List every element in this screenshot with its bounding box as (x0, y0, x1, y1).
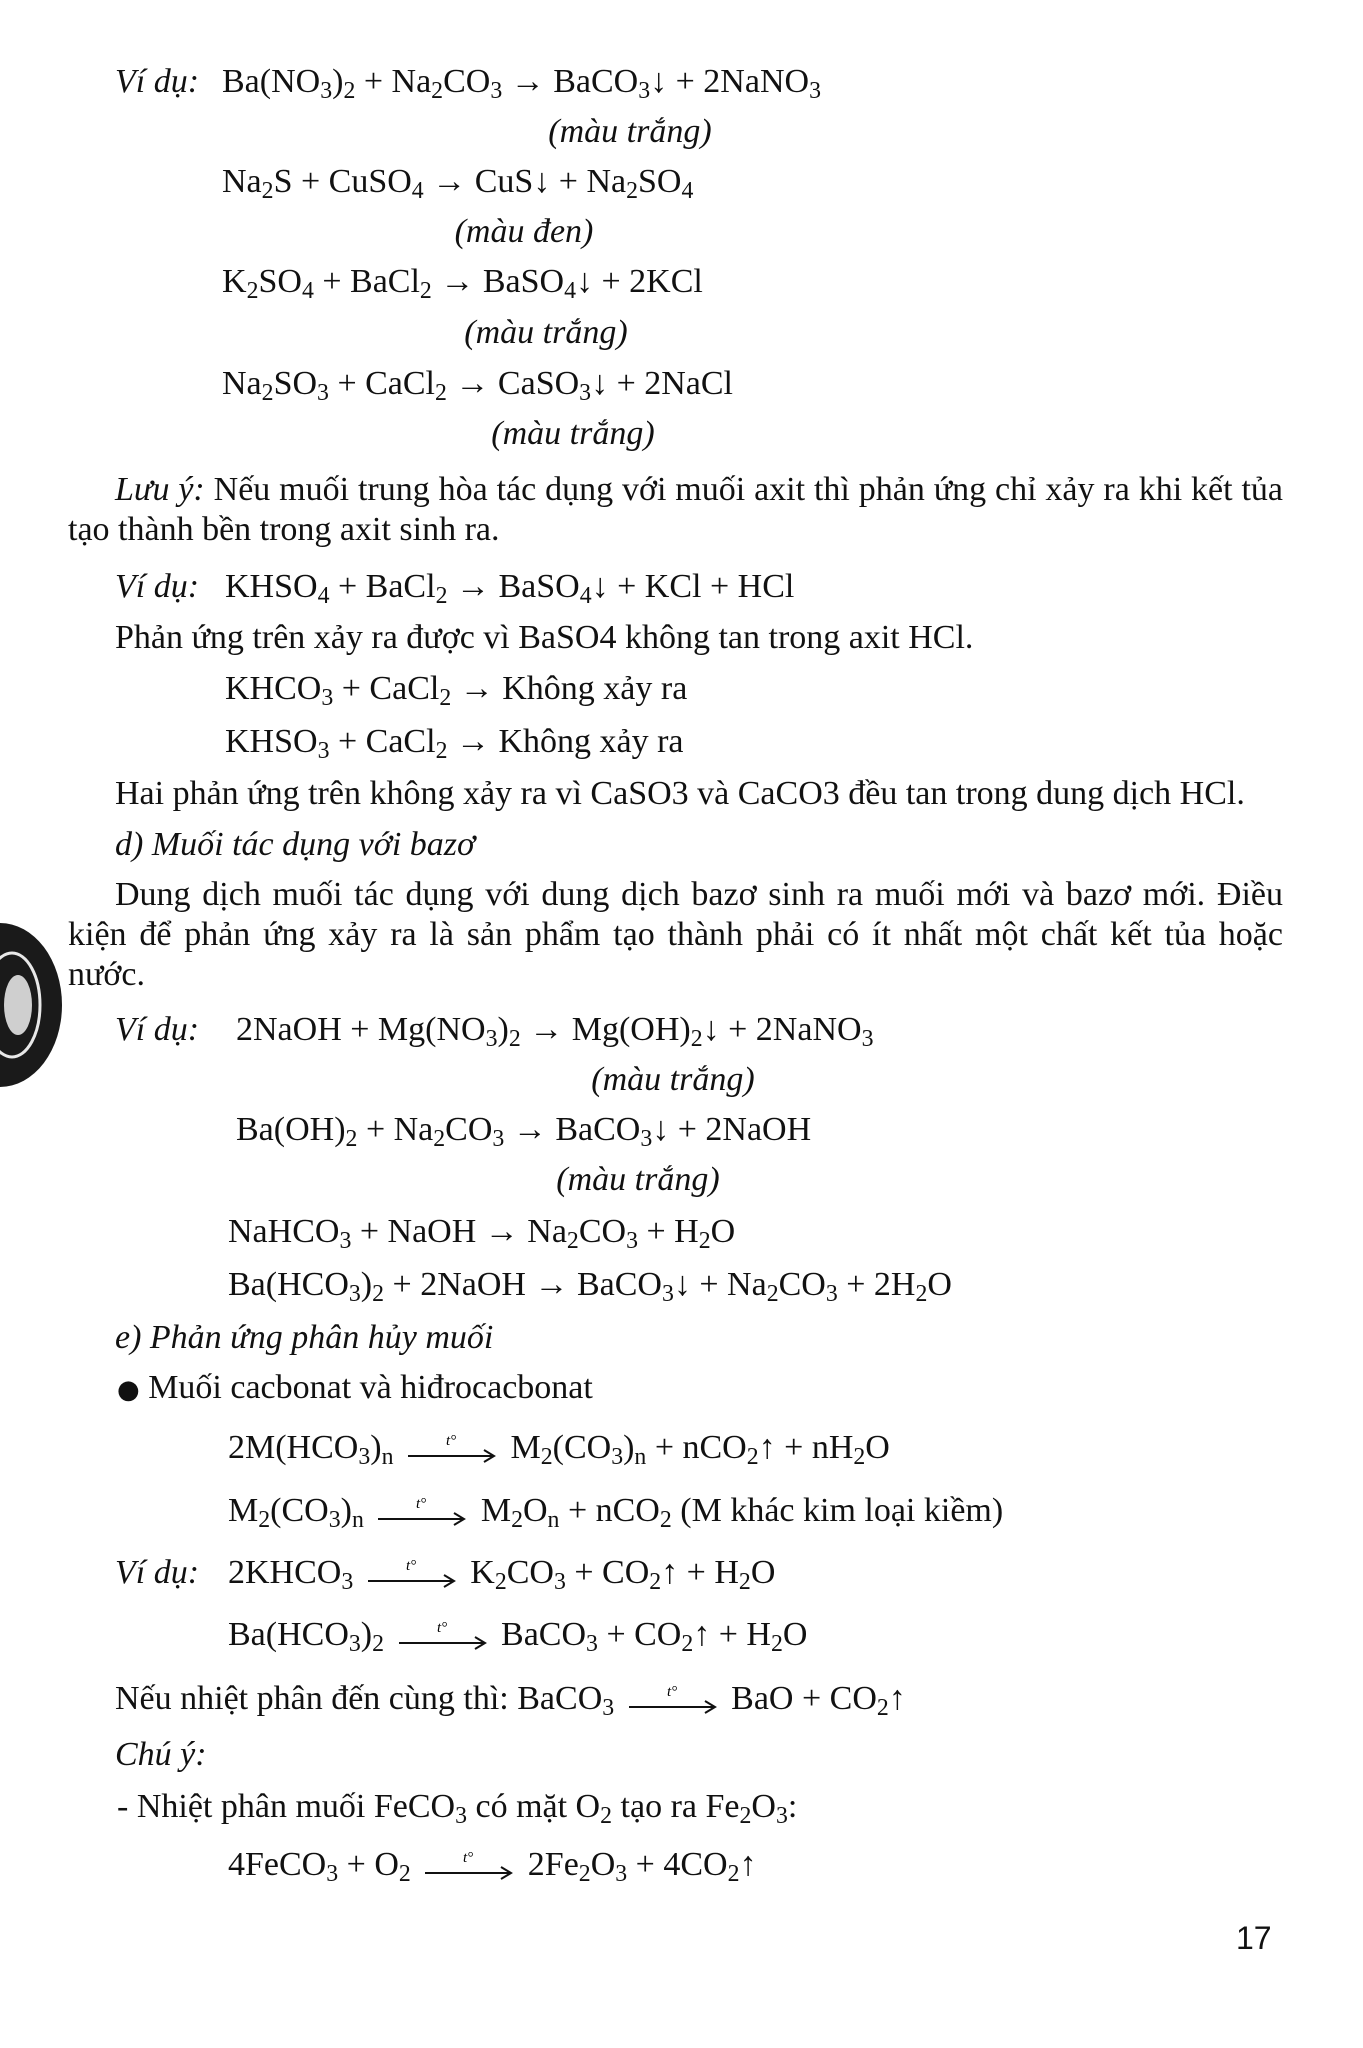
note-paragraph (68, 470, 1283, 550)
heat-arrow-icon (397, 1622, 489, 1652)
equation-bahco3-heat: $Ba(HCO_3)_2$ t° BaCO$_3$ + $CO_2↑ + H_2O$ (228, 1616, 808, 1657)
feco3-note: - Nhiệt phân muối FeCO$_3$ có mặt $O_2$ tạo ra $Fe_2O_3$: (117, 1788, 798, 1829)
equation-bahco3-naoh: $Ba(HCO_3)_2$ + 2NaOH → BaCO$_3$↓ + $Na_2CO_3 + 2H_2O$ (228, 1266, 952, 1307)
side-tab-decoration (0, 920, 70, 1090)
equation-baco3-complete: Nếu nhiệt phân đến cùng thì: BaCO$_3$ t° BaO + $CO_2↑$ (115, 1680, 906, 1721)
equation-khco3-cacl2: $KHCO_3$ + CaCl$_2$ → Không xảy ra (225, 670, 688, 711)
section-heading-d: d) Muối tác dụng với bazơ (115, 826, 476, 863)
explanation-baso4: Phản ứng trên xảy ra được vì BaSO4 không tan trong axit HCl. (115, 619, 974, 656)
caution-label: Chú ý: (115, 1736, 207, 1773)
example-label: Ví dụ: (115, 568, 200, 605)
equation-feco3-o2: 4FeCO$_3$ + $O_2$ t° $2Fe_2O_3$ + $4CO_2↑$ (228, 1846, 757, 1887)
equation-khco3-heat: $2KHCO_3$ t° $K_2CO_3$ + $CO_2↑ + H_2O$ (228, 1554, 776, 1595)
precipitate-color-caption: (màu trắng) (548, 113, 712, 150)
section-d-paragraph: Dung dịch muối tác dụng với dung dịch bazơ sinh ra muối mới và bazơ mới. Điều kiện để phản ứng xảy ra là sản phẩm tạo thành phải có ít nhất một chất kết tủa hoặc nước. (68, 876, 1283, 993)
precipitate-color-caption: (màu trắng) (464, 314, 628, 351)
svg-text:t°: t° (463, 1852, 474, 1867)
equation-general-carbonate: $M_2(CO_3)_n$ t° $M_2O_n + nCO_2$ (M khác kim loại kiềm) (228, 1492, 1004, 1533)
equation-general-bicarbonate: $2M(HCO_3)_n$ t° $M_2(CO_3)_n$ + nCO$_2$↑ + $nH_2O$ (228, 1429, 890, 1470)
equation-khso4-bacl2: $KHSO_4$ + BaCl$_2$ → BaSO$_4$↓ + KCl + HCl (225, 568, 795, 609)
equation-khso3-cacl2: $KHSO_3$ + CaCl$_2$ → Không xảy ra (225, 723, 684, 764)
heat-arrow-icon (376, 1498, 468, 1528)
equation-naoh-mgno3: 2NaOH + $Mg(NO_3)_2$ → $Mg(OH)_2↓$ + 2NaNO$_3$ (236, 1011, 874, 1052)
equation-k2so4-bacl2: $K_2SO_4$ + BaCl$_2$ → BaSO$_4$↓ + 2KCl (222, 263, 703, 304)
svg-text:t°: t° (436, 1622, 447, 1637)
equation-nahco3-naoh: NaHCO$_3$ + NaOH → $Na_2CO_3 + H_2O$ (228, 1213, 736, 1254)
precipitate-color-caption: (màu trắng) (556, 1161, 720, 1198)
equation-na2so3-cacl2: $Na_2SO_3$ + CaCl$_2$ → CaSO$_3$↓ + 2NaCl (222, 365, 734, 406)
equation-baoh2-na2co3: $Ba(OH)_2 + Na_2CO_3$ → BaCO$_3$↓ + 2NaOH (236, 1111, 812, 1152)
svg-text:t°: t° (405, 1560, 416, 1575)
heat-arrow-icon (406, 1435, 498, 1465)
heat-arrow-icon (366, 1560, 458, 1590)
precipitate-color-caption: (màu trắng) (591, 1061, 755, 1098)
example-label: Ví dụ: (115, 1011, 200, 1048)
explanation-two-reactions: Hai phản ứng trên không xảy ra vì CaSO3 và CaCO3 đều tan trong dung dịch HCl. (115, 775, 1245, 812)
example-label: Ví dụ: (115, 63, 200, 100)
svg-text:t°: t° (416, 1498, 427, 1513)
svg-text:t°: t° (445, 1435, 457, 1450)
precipitate-color-caption: (màu trắng) (491, 415, 655, 452)
example-label: Ví dụ: (115, 1554, 200, 1591)
svg-text:t°: t° (666, 1686, 677, 1701)
heat-arrow-icon (423, 1852, 515, 1882)
page-number: 17 (1236, 1920, 1272, 1956)
heat-arrow-icon (627, 1686, 719, 1716)
note-body: Nếu muối trung hòa tác dụng với muối axit thì phản ứng chỉ xảy ra khi kết tủa tạo thành bền trong axit sinh ra. (68, 471, 1283, 548)
equation-bano3-na2co3: $Ba(NO_3)_2 + Na_2CO_3$ → BaCO$_3$↓ + 2NaNO$_3$ (222, 63, 821, 104)
bullet-icon: ● (117, 1375, 140, 1405)
equation-na2s-cuso4: $Na_2S$ + CuSO$_4$ → CuS↓ + $Na_2SO_4$ (222, 163, 694, 204)
bullet-item: ● Muối cacbonat và hiđrocacbonat (117, 1369, 593, 1406)
note-label: Lưu ý: (115, 471, 205, 508)
precipitate-color-caption: (màu đen) (454, 213, 594, 250)
section-heading-e: e) Phản ứng phân hủy muối (115, 1319, 494, 1356)
